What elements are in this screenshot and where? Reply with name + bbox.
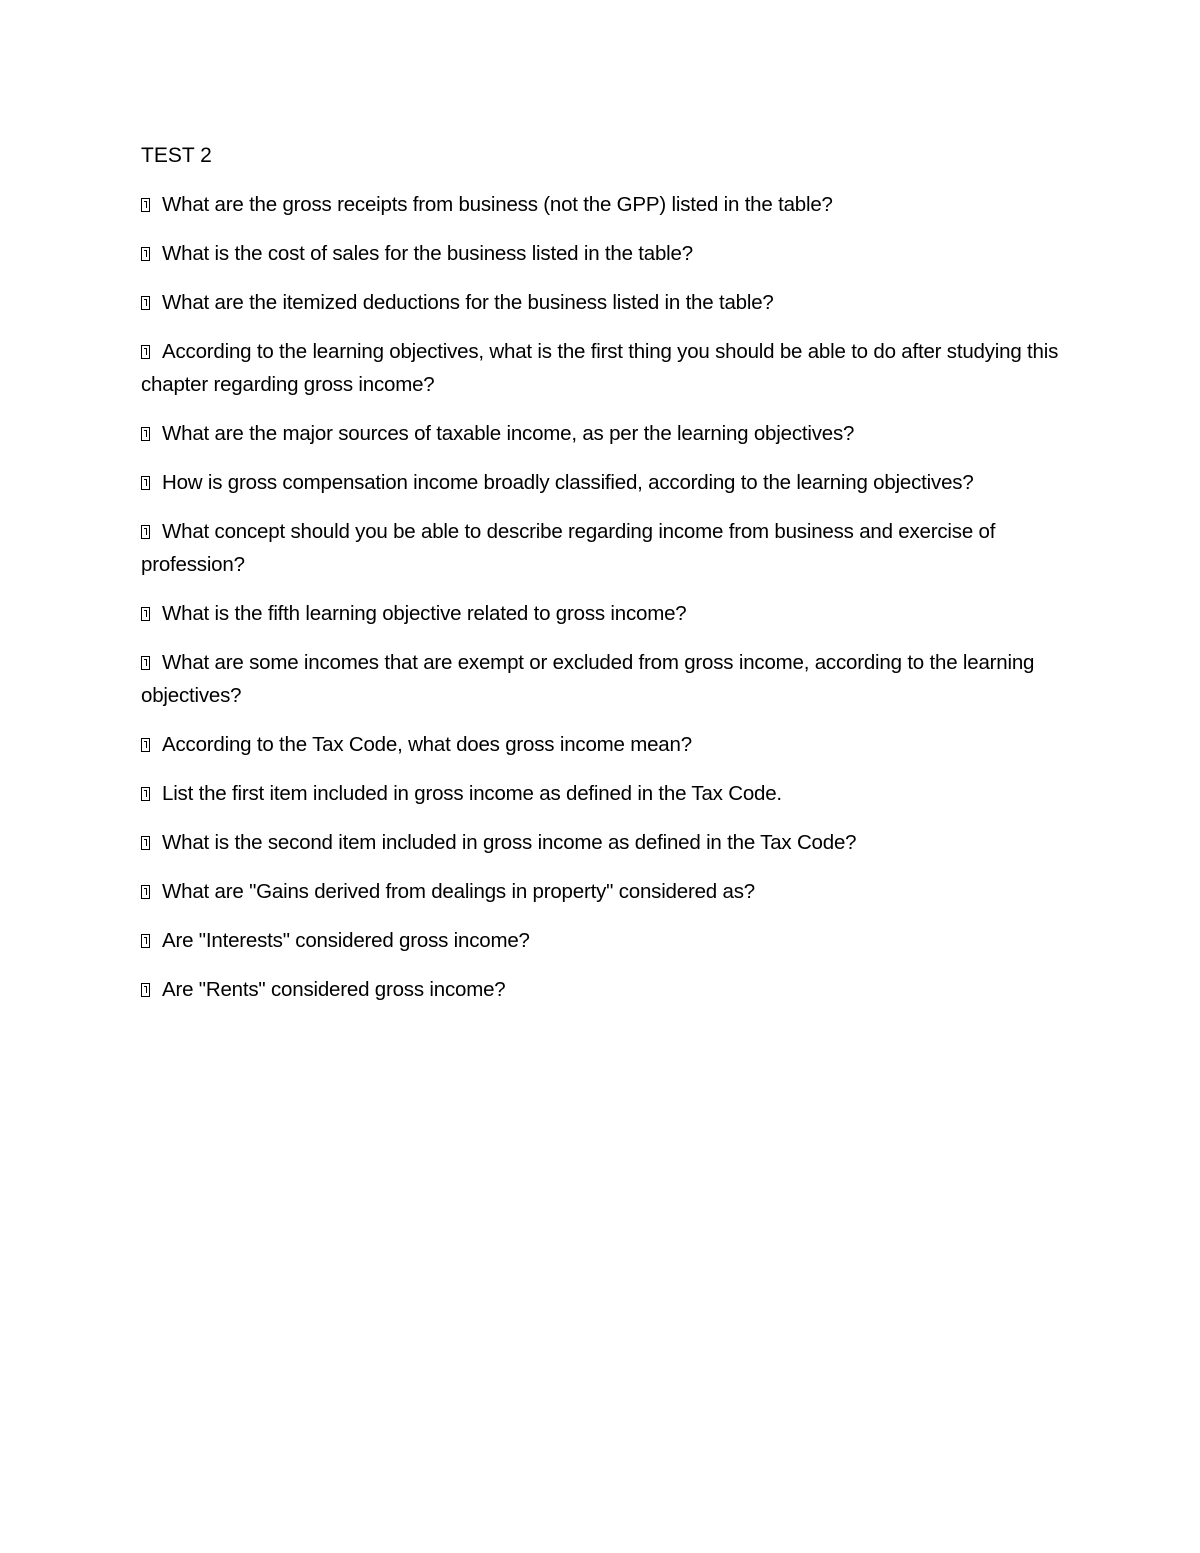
question-list [141,188,1071,1006]
question-text: According to the learning objectives, what is the first thing you should be able to do after studying this chapter regarding gross income? [141,340,1059,396]
question-text: Are "Interests" considered gross income? [162,929,530,952]
missing-glyph-box-icon [141,607,150,621]
question-item [141,188,1071,221]
question-item [141,646,1071,712]
question-item [141,875,1071,908]
missing-glyph-box-icon [141,738,150,752]
missing-glyph-box-icon [141,247,150,261]
missing-glyph-box-icon [141,836,150,850]
question-text: What are "Gains derived from dealings in property" considered as? [162,880,755,903]
question-item [141,597,1071,630]
question-item [141,286,1071,319]
missing-glyph-box-icon [141,934,150,948]
document-title: TEST 2 [141,144,212,167]
question-item [141,777,1071,810]
missing-glyph-box-icon [141,198,150,212]
question-item [141,237,1071,270]
question-text: What is the fifth learning objective related to gross income? [162,602,687,625]
document-body [141,140,1071,1022]
missing-glyph-box-icon [141,296,150,310]
question-text: What are the major sources of taxable income, as per the learning objectives? [162,422,855,445]
missing-glyph-box-icon [141,476,150,490]
question-item [141,973,1071,1006]
missing-glyph-box-icon [141,885,150,899]
missing-glyph-box-icon [141,983,150,997]
question-text: Are "Rents" considered gross income? [162,978,506,1001]
question-item [141,466,1071,499]
question-text: What are some incomes that are exempt or excluded from gross income, according to the learning objectives? [141,651,1035,707]
missing-glyph-box-icon [141,787,150,801]
missing-glyph-box-icon [141,345,150,359]
question-text: What are the gross receipts from business (not the GPP) listed in the table? [162,193,833,216]
missing-glyph-box-icon [141,427,150,441]
question-text: According to the Tax Code, what does gross income mean? [162,733,692,756]
missing-glyph-box-icon [141,656,150,670]
question-text: How is gross compensation income broadly classified, according to the learning objectives? [162,471,974,494]
question-item [141,335,1071,401]
question-text: What is the second item included in gross income as defined in the Tax Code? [162,831,857,854]
question-item [141,515,1071,581]
question-text: What concept should you be able to describe regarding income from business and exercise of profession? [141,520,996,576]
question-text: List the first item included in gross income as defined in the Tax Code. [162,782,782,805]
question-item [141,728,1071,761]
question-item [141,826,1071,859]
question-text: What are the itemized deductions for the business listed in the table? [162,291,774,314]
question-item [141,924,1071,957]
missing-glyph-box-icon [141,525,150,539]
question-item [141,417,1071,450]
question-text: What is the cost of sales for the business listed in the table? [162,242,693,265]
